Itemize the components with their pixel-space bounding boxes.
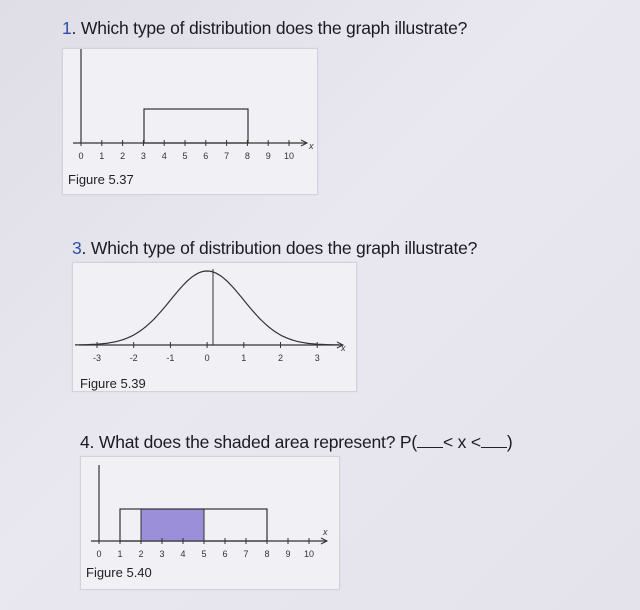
- question-4-inequality: < x <: [443, 432, 481, 452]
- x-tick-label: 1: [99, 151, 105, 161]
- x-tick-label: 3: [159, 549, 165, 559]
- x-tick-label: 9: [285, 549, 291, 559]
- shaded-area: [141, 509, 204, 541]
- x-axis-label: x: [341, 343, 346, 353]
- x-tick-label: 1: [241, 353, 247, 363]
- question-1-number: 1: [62, 18, 72, 38]
- x-tick-label: 5: [201, 549, 207, 559]
- x-tick-label: 3: [314, 353, 320, 363]
- question-4-separator: .: [89, 432, 95, 452]
- question-4-text: What does the shaded area represent? P(: [98, 432, 417, 452]
- x-tick-label: 6: [222, 549, 228, 559]
- x-tick-label: 1: [117, 549, 123, 559]
- x-tick-label: 3: [140, 151, 146, 161]
- x-tick-label: 2: [277, 353, 284, 363]
- x-tick-label: 10: [303, 549, 315, 559]
- x-tick-label: 7: [224, 151, 230, 161]
- x-tick-label: 10: [283, 151, 295, 161]
- answer-blank-lower[interactable]: [417, 433, 443, 448]
- answer-blank-upper[interactable]: [481, 433, 507, 448]
- question-4-number: 4: [80, 432, 90, 452]
- normal-graph-q3: [73, 263, 356, 391]
- x-tick-label: 4: [161, 151, 167, 161]
- question-1: [62, 18, 467, 39]
- x-axis-label: x: [323, 527, 328, 537]
- question-3: [72, 238, 477, 259]
- figure-5-39: [72, 262, 357, 392]
- x-tick-label: 0: [204, 353, 210, 363]
- x-tick-label: 6: [203, 151, 209, 161]
- question-1-text: Which type of distribution does the graph illustrate?: [80, 18, 468, 38]
- x-tick-label: 4: [180, 549, 186, 559]
- x-tick-label: 7: [243, 549, 249, 559]
- uniform-rectangle: [144, 109, 248, 143]
- x-tick-label: 9: [265, 151, 271, 161]
- question-4: [80, 432, 513, 453]
- figure-5-37-caption: Figure 5.37: [68, 172, 134, 187]
- x-tick-label: 2: [138, 549, 144, 559]
- x-tick-label: 0: [78, 151, 84, 161]
- x-tick-label: 2: [120, 151, 126, 161]
- x-tick-label: -1: [166, 353, 175, 363]
- x-tick-label: 0: [96, 549, 102, 559]
- bell-curve: [75, 271, 339, 345]
- question-4-close-paren: ): [506, 432, 513, 452]
- x-tick-label: 8: [264, 549, 270, 559]
- question-3-number: 3: [72, 238, 82, 258]
- x-tick-label: 5: [182, 151, 188, 161]
- x-tick-label: 8: [244, 151, 250, 161]
- x-tick-label: -3: [92, 353, 102, 363]
- x-tick-label: -2: [129, 353, 138, 363]
- figure-5-40-caption: Figure 5.40: [86, 565, 152, 580]
- question-3-text: Which type of distribution does the graph illustrate?: [90, 238, 478, 258]
- figure-5-39-caption: Figure 5.39: [80, 376, 146, 391]
- question-3-separator: .: [81, 238, 87, 258]
- question-1-separator: .: [71, 18, 77, 38]
- x-axis-label: x: [309, 141, 314, 151]
